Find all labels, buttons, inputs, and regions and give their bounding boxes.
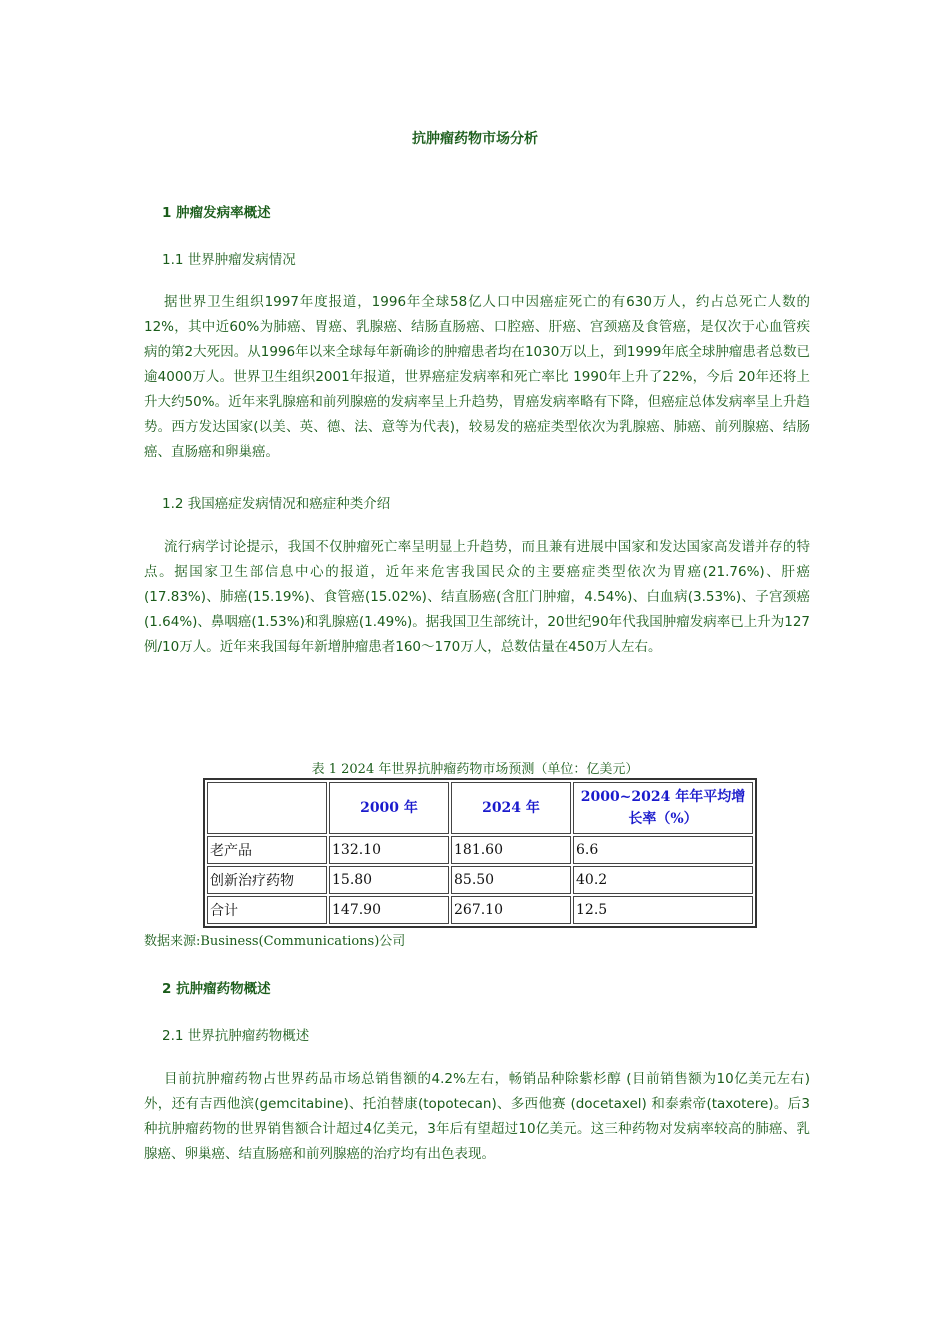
section-2-1-heading: 2.1 世界抗肿瘤药物概述 <box>162 1028 310 1044</box>
table-header-row <box>207 782 753 834</box>
table-cell: 创新治疗药物 <box>207 866 327 894</box>
table-cell: 267.10 <box>451 896 571 924</box>
table-row <box>207 866 753 894</box>
document-title: 抗肿瘤药物市场分析 <box>412 131 538 147</box>
table-header-cell <box>207 782 327 834</box>
section-2-heading: 2 抗肿瘤药物概述 <box>162 981 271 997</box>
table-cell: 15.80 <box>329 866 449 894</box>
section-1-heading: 1 肿瘤发病率概述 <box>162 205 271 221</box>
table-cell: 40.2 <box>573 866 753 894</box>
table-header-cell: 2000~2024 年年平均增长率（%） <box>573 782 753 834</box>
section-2-1-paragraph: 目前抗肿瘤药物占世界药品市场总销售额的4.2%左右，畅销品种除紫杉醇 (目前销售额为10亿美元左右)外，还有吉西他滨(gemcitabine)、托泊替康(topotecan)、多西他赛 (docetaxel) 和泰索帝(taxotere)。后3种抗肿瘤药物的世界销售额合计超过4亿美元，3年后有望超过10亿美元。这三种药物对发病率较高的肺癌、乳腺癌、卵巢癌、结直肠癌和前列腺癌的治疗均有出色表现。 <box>144 1071 810 1162</box>
table-header-cell: 2024 年 <box>451 782 571 834</box>
table-cell: 85.50 <box>451 866 571 894</box>
table-cell: 147.90 <box>329 896 449 924</box>
market-forecast-table <box>203 778 757 928</box>
table-cell: 6.6 <box>573 836 753 864</box>
table-cell: 合计 <box>207 896 327 924</box>
table-row <box>207 896 753 924</box>
table-cell: 132.10 <box>329 836 449 864</box>
table-header-cell: 2000 年 <box>329 782 449 834</box>
table-cell: 老产品 <box>207 836 327 864</box>
section-1-2-heading: 1.2 我国癌症发病情况和癌症种类介绍 <box>162 496 391 512</box>
table-source-note: 数据来源:Business(Communications)公司 <box>144 934 406 949</box>
table-row <box>207 836 753 864</box>
section-1-1-heading: 1.1 世界肿瘤发病情况 <box>162 252 296 268</box>
table-caption: 表 1 2024 年世界抗肿瘤药物市场预测（单位：亿美元） <box>311 762 639 777</box>
section-1-1-paragraph: 据世界卫生组织1997年度报道，1996年全球58亿人口中因癌症死亡的有630万人，约占总死亡人数的12%，其中近60%为肺癌、胃癌、乳腺癌、结肠直肠癌、口腔癌、肝癌、宫颈癌及食管癌，是仅次于心血管疾病的第2大死因。从1996年以来全球每年新确诊的肿瘤患者均在1030万以上，到1999年底全球肿瘤患者总数已逾4000万人。世界卫生组织2001年报道，世界癌症发病率和死亡率比 1990年上升了22%，今后 20年还将上升大约50%。近年来乳腺癌和前列腺癌的发病率呈上升趋势，胃癌发病率略有下降，但癌症总体发病率呈上升趋势。西方发达国家(以美、英、德、法、意等为代表)，较易发的癌症类型依次为乳腺癌、肺癌、前列腺癌、结肠癌、直肠癌和卵巢癌。 <box>144 294 810 460</box>
table-cell: 181.60 <box>451 836 571 864</box>
section-1-2-paragraph: 流行病学讨论提示，我国不仅肿瘤死亡率呈明显上升趋势，而且兼有进展中国家和发达国家高发谱并存的特点。据国家卫生部信息中心的报道，近年来危害我国民众的主要癌症类型依次为胃癌(21.76%)、肝癌(17.83%)、肺癌(15.19%)、食管癌(15.02%)、结直肠癌(含肛门肿瘤，4.54%)、白血病(3.53%)、子宫颈癌(1.64%)、鼻咽癌(1.53%)和乳腺癌(1.49%)。据我国卫生部统计，20世纪90年代我国肿瘤发病率已上升为127例/10万人。近年来我国每年新增肿瘤患者160～170万人，总数估量在450万人左右。 <box>144 539 810 655</box>
table-cell: 12.5 <box>573 896 753 924</box>
